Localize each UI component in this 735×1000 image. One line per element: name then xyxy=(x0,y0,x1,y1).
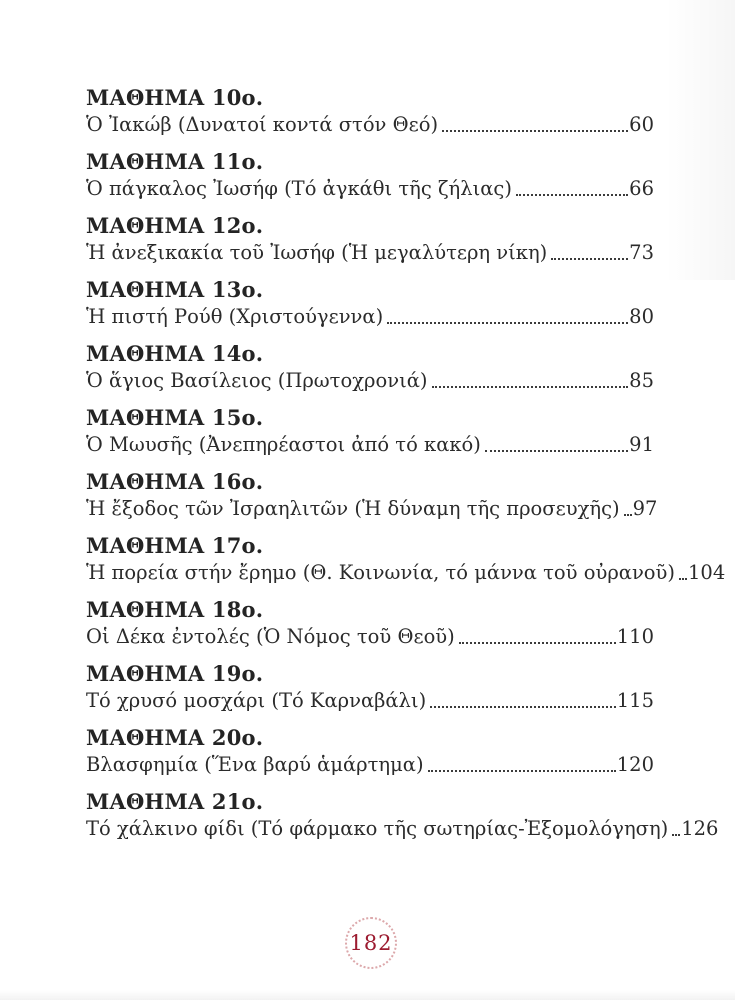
dot-leader xyxy=(679,559,687,580)
lesson-page-number: 60 xyxy=(629,113,654,136)
lesson-page-number: 80 xyxy=(629,305,654,328)
lesson-title: Οἱ Δέκα ἐντολές (Ὁ Νόμος τοῦ Θεοῦ) xyxy=(86,625,455,648)
lesson-line xyxy=(86,623,654,650)
lesson-heading: ΜΑΘΗΜΑ 15ο. xyxy=(86,405,264,430)
toc-entry xyxy=(86,84,654,138)
toc-entry xyxy=(86,788,719,842)
lesson-line xyxy=(86,687,654,714)
dot-leader xyxy=(387,303,628,324)
lesson-page-number: 115 xyxy=(616,689,654,712)
toc-entry xyxy=(86,724,654,778)
lesson-heading: ΜΑΘΗΜΑ 17ο. xyxy=(86,533,264,558)
dot-leader xyxy=(624,495,632,516)
lesson-heading: ΜΑΘΗΜΑ 21ο. xyxy=(86,789,264,814)
lesson-heading: ΜΑΘΗΜΑ 18ο. xyxy=(86,597,264,622)
lesson-page-number: 120 xyxy=(616,753,654,776)
toc-entry xyxy=(86,276,654,330)
scan-artifact xyxy=(0,990,735,1000)
toc-entry xyxy=(86,404,654,458)
lesson-line xyxy=(86,815,719,842)
lesson-title: Ὁ Μωυσῆς (Ἀνεπηρέαστοι ἀπό τό κακό) xyxy=(86,433,481,456)
lesson-heading: ΜΑΘΗΜΑ 16ο. xyxy=(86,469,264,494)
lesson-line xyxy=(86,303,654,330)
dot-leader xyxy=(442,111,628,132)
lesson-line xyxy=(86,239,654,266)
lesson-page-number: 126 xyxy=(681,817,719,840)
lesson-heading: ΜΑΘΗΜΑ 19ο. xyxy=(86,661,264,686)
dot-leader xyxy=(551,239,628,260)
lesson-page-number: 73 xyxy=(629,241,654,264)
lesson-title: Ἡ ἔξοδος τῶν Ἰσραηλιτῶν (Ἡ δύναμη τῆς προσευχῆς) xyxy=(86,497,620,520)
dot-leader xyxy=(459,623,616,644)
lesson-page-number: 66 xyxy=(629,177,654,200)
lesson-title: Ἡ πορεία στήν ἔρημο (Θ. Κοινωνία, τό μάννα τοῦ οὐρανοῦ) xyxy=(86,561,676,584)
toc-entry xyxy=(86,596,654,650)
toc-entry xyxy=(86,340,654,394)
toc-list xyxy=(86,84,726,852)
dot-leader xyxy=(428,751,616,772)
lesson-title: Ἡ ἀνεξικακία τοῦ Ἰωσήφ (Ἡ μεγαλύτερη νίκη) xyxy=(86,241,548,264)
toc-entry xyxy=(86,660,654,714)
lesson-line xyxy=(86,559,726,586)
dot-leader xyxy=(485,431,628,452)
lesson-title: Τό χρυσό μοσχάρι (Τό Καρναβάλι) xyxy=(86,689,427,712)
dot-leader xyxy=(672,815,680,836)
lesson-title: Ὁ ἅγιος Βασίλειος (Πρωτοχρονιά) xyxy=(86,369,428,392)
lesson-line xyxy=(86,431,654,458)
toc-entry xyxy=(86,148,654,202)
lesson-line xyxy=(86,111,654,138)
lesson-title: Βλασφημία (Ἕνα βαρύ ἁμάρτημα) xyxy=(86,753,424,776)
lesson-title: Ὁ πάγκαλος Ἰωσήφ (Τό ἀγκάθι τῆς ζήλιας) xyxy=(86,177,512,200)
lesson-title: Ὁ Ἰακώβ (Δυνατοί κοντά στόν Θεό) xyxy=(86,113,439,136)
lesson-line xyxy=(86,495,658,522)
lesson-page-number: 91 xyxy=(629,433,654,456)
page-number: 182 xyxy=(349,931,393,955)
lesson-heading: ΜΑΘΗΜΑ 12ο. xyxy=(86,213,264,238)
page-number-badge xyxy=(345,917,397,969)
lesson-line xyxy=(86,751,654,778)
dot-leader xyxy=(430,687,616,708)
dot-leader xyxy=(432,367,629,388)
lesson-heading: ΜΑΘΗΜΑ 13ο. xyxy=(86,277,264,302)
scan-artifact xyxy=(665,0,735,280)
lesson-line xyxy=(86,367,654,394)
lesson-heading: ΜΑΘΗΜΑ 11ο. xyxy=(86,149,264,174)
toc-entry xyxy=(86,212,654,266)
lesson-title: Ἡ πιστή Ρούθ (Χριστούγεννα) xyxy=(86,305,384,328)
lesson-heading: ΜΑΘΗΜΑ 20ο. xyxy=(86,725,264,750)
lesson-line xyxy=(86,175,654,202)
lesson-heading: ΜΑΘΗΜΑ 10ο. xyxy=(86,85,264,110)
lesson-page-number: 85 xyxy=(629,369,654,392)
lesson-heading: ΜΑΘΗΜΑ 14ο. xyxy=(86,341,264,366)
lesson-title: Τό χάλκινο φίδι (Τό φάρμακο τῆς σωτηρίας-Ἐξομολόγηση) xyxy=(86,817,669,840)
toc-entry xyxy=(86,468,658,522)
toc-entry xyxy=(86,532,726,586)
lesson-page-number: 97 xyxy=(632,497,658,520)
dot-leader xyxy=(516,175,628,196)
lesson-page-number: 110 xyxy=(616,625,654,648)
lesson-page-number: 104 xyxy=(688,561,726,584)
